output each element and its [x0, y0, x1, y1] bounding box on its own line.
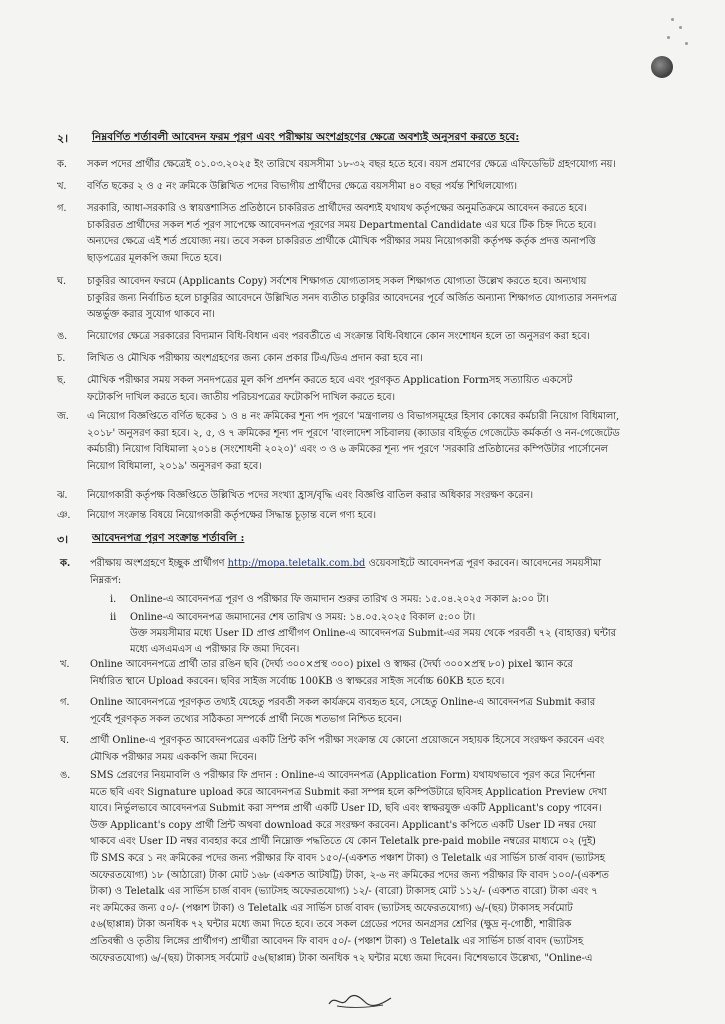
item-marker: গ. — [60, 697, 70, 708]
item-marker: খ. — [60, 659, 70, 670]
item-text-line: টাকা) ও Teletalk এর সার্ভিস চার্জ বাবদ (ভ্যাটসহ অফেরতযোগ্য) ১২/- (বারো) টাকাসহ মোট ১১২/- (একশত বারো) টাকা এবং ৭ — [90, 886, 598, 898]
item-text-line: SMS প্রেরণের নিয়মাবলি ও পরীক্ষার ফি প্রদান : Online-এ আবেদনপত্র (Application Form) যথাযথভাবে পূরণ করে নির্দেশনা — [90, 770, 596, 781]
item-text-line: অন্যদের ক্ষেত্রে এই শর্ত প্রযোজ্য নয়। তবে সকল চাকরিরত প্রার্থীকে মৌখিক পরীক্ষার সময় নিয়োগকারী কর্তৃপক্ষ কর্তৃক প্রদত্ত অনাপত্তি — [87, 236, 596, 248]
item-marker: ঘ. — [57, 276, 67, 287]
signature-image — [325, 990, 395, 1012]
mopa-website-link[interactable]: http://mopa.teletalk.com.bd — [227, 558, 366, 569]
sub-ii-marker: ii — [110, 612, 117, 623]
item-text-line: বর্ণিত ছকের ২ ও ৫ নং ক্রমিকে উল্লিখিত পদের বিভাগীয় প্রার্থীদের ক্ষেত্রে বয়সসীমা ৪০ বছর পর্যন্ত শিথিলযোগ্য। — [87, 181, 518, 192]
item-text-line: নিয়োগের ক্ষেত্রে সরকারের বিদ্যমান বিধি-বিধান এবং পরবর্তীতে এ সংক্রান্ত বিধি-বিধানে কোন সংশোধন হলে তা অনুসরণ করা হবে। — [87, 331, 590, 342]
item-text-line: মৌখিক পরীক্ষার সময় সকল সনদপত্রের মূল কপি প্রদর্শন করতে হবে এবং পূরণকৃত Application Formসহ সত্যায়িত একসেট — [87, 375, 573, 386]
item-text-line: নির্ধারিত স্থানে Upload করবেন। ছবির সাইজ সর্বোচ্চ 100KB ও স্বাক্ষরের সাইজ সর্বোচ্চ 60KB হতে হবে। — [90, 675, 505, 687]
item-text-line: নিয়োগ বিধিমালা, ২০১৯' অনুসরণ করা হবে। — [87, 460, 262, 472]
item-text-line: উক্ত Applicant's copy প্রার্থী প্রিন্ট অথবা download করে সংরক্ষণ করবেন। Applicant's কপিতে একটি User ID নম্বর দেয়া — [90, 819, 597, 831]
item-marker: ছ. — [57, 375, 67, 386]
punch-hole-mark — [651, 56, 673, 78]
scan-specks — [665, 12, 695, 52]
item-text-line: পূর্বেই পূরণকৃত সকল তথ্যের সঠিকতা সম্পর্কে প্রার্থী নিজে শতভাগ নিশ্চিত হবেন। — [90, 713, 402, 725]
section-2-heading: নিম্নবর্ণিত শর্তাবলী আবেদন ফরম পূরণ এবং পরীক্ষায় অংশগ্রহণের ক্ষেত্রে অবশ্যই অনুসরণ করতে হবে: — [92, 131, 520, 143]
sub-note-line2: মধ্যে এসএমএস এ পরীক্ষার ফি জমা দিবেন। — [130, 644, 300, 655]
item-text-line: যাবে। নির্ভুলভাবে আবেদনপত্র Submit করা সম্পন্ন প্রার্থী একটি User ID, ছবি এবং স্বাক্ষরযুক্ত একটি Applicant's copy পাবেন। — [90, 803, 602, 815]
item-text-line: টি SMS করে ১ নং ক্রমিকের পদের জন্য পরীক্ষার ফি বাবদ ১৫০/-(একশত পঞ্চাশ টাকা) ও Teletalk এর সার্ভিস চার্জ বাবদ (ভ্যাটসহ — [90, 852, 605, 864]
item-text-line: নং ক্রমিকের জন্য ৫০/- (পঞ্চাশ টাকা) ও Teletalk এর সার্ভিস চার্জ বাবদ (ভ্যাটসহ অফেরতযোগ্য) ৬/-(ছয়) টাকাসহ সর্বমোট — [90, 902, 573, 914]
item-text-line: অফেরতযোগ্য) ১৮ (আঠারো) টাকা মোট ১৬৮ (একশত আটষট্টি) টাকা, ২-৬ নং ক্রমিকের পদের জন্য পরীক্ষার ফি বাবদ ১০০/-(একশত — [90, 869, 609, 881]
item-k-text-line2: নিম্নরূপ: — [90, 574, 122, 586]
item-text-line: চাকরিরত প্রার্থীদের সকল শর্ত পূরণ সাপেক্ষে আবেদনপত্র পূরণের সময় Departmental Candidate এর ঘরে টিক চিহ্ন দিতে হবে। — [87, 219, 597, 231]
item-text-line: মৌখিক পরীক্ষার সময় এককপি জমা দিবেন। — [90, 751, 257, 763]
section-3-number: ৩। — [57, 533, 69, 546]
item-marker: ক. — [60, 558, 71, 569]
sub-i-text: Online-এ আবেদনপত্র পূরণ ও পরীক্ষার ফি জমাদান শুরুর তারিখ ও সময়: ১৫.০৪.২০২৫ সকাল ৯:০০ টা। — [130, 594, 549, 605]
item-text-line: প্রার্থী Online-এ পূরণকৃত আবেদনপত্রের একটি প্রিন্ট কপি পরীক্ষা সংক্রান্ত যে কোনো প্রয়োজনে সহায়ক হিসেবে সংরক্ষণ করবেন এবং — [90, 735, 605, 746]
item-marker: গ. — [57, 203, 67, 214]
item-text-line: Online আবেদনপত্রে পূরণকৃত তথ্যই যেহেতু পরবর্তী সকল কার্যক্রমে ব্যবহৃত হবে, সেহেতু Online-এ আবেদনপত্র Submit করার — [90, 697, 596, 708]
item-text-line: চাকুরির আবেদন ফরমে (Applicants Copy) সর্বশেষ শিক্ষাগত যোগ্যতাসহ সকল শিক্ষাগত যোগ্যতা উল্লেখ করতে হবে। অন্যথায় — [87, 276, 587, 287]
item-text-line: মতে ছবি এবং Signature upload করে আবেদনপত্র Submit করা সম্পন্ন হলে কম্পিউটারে ছবিসহ Application Preview দেখা — [90, 786, 607, 798]
item-text-line: নিয়োগ সংক্রান্ত বিষয়ে নিয়োগকারী কর্তৃপক্ষের সিদ্ধান্ত চূড়ান্ত বলে গণ্য হবে। — [87, 510, 376, 521]
item-marker: জ. — [57, 411, 69, 422]
section-3-heading: আবেদনপত্র পূরণ সংক্রান্ত শর্তাবলি : — [92, 532, 245, 544]
section-2-number: ২। — [57, 132, 69, 145]
sub-ii-text: Online-এ আবেদনপত্র জমাদানের শেষ তারিখ ও সময়: ১৪.০৫.২০২৫ বিকাল ৫:০০ টা। — [130, 612, 476, 623]
item-marker: ঘ. — [60, 735, 70, 746]
item-text-line: সরকারি, আধা-সরকারি ও স্বায়ত্তশাসিত প্রতিষ্ঠানে চাকরিরত প্রার্থীদের অবশ্যই যথাযথ কর্তৃপক্ষের অনুমতিক্রমে আবেদন করতে হবে। — [87, 203, 587, 214]
item-text-line: নিয়োগকারী কর্তৃপক্ষ বিজ্ঞপ্তিতে উল্লিখিত পদের সংখ্যা হ্রাস/বৃদ্ধি এবং বিজ্ঞপ্তি বাতিল করার অধিকার সংরক্ষণ করেন। — [87, 490, 533, 501]
item-marker: ঙ. — [60, 770, 71, 781]
sub-note-line1: উক্ত সময়সীমার মধ্যে User ID প্রাপ্ত প্রার্থীগণ Online-এ আবেদনপত্র Submit-এর সময় থেকে পরবর্তী ৭২ (বাহাত্তর) ঘন্টার — [130, 628, 616, 639]
item-text-line: সকল পদের প্রার্থীর ক্ষেত্রেই ০১.০৩.২০২৫ ইং তারিখে বয়সসীমা ১৮-৩২ বছর হতে হবে। বয়স প্রমাণের ক্ষেত্রে এফিডেভিট গ্রহণযোগ্য নয়। — [87, 159, 616, 170]
item-text-line: অন্তর্ভুক্ত করার সুযোগ থাকবে না। — [87, 309, 215, 321]
item-text-line: চাকুরির জন্য নির্বাচিত হলে চাকুরির আবেদনে উল্লিখিত সনদ ব্যতীত চাকুরির আবেদনের পূর্বে অর্জিত অন্যান্য শিক্ষাগত যোগ্যতার সনদপত্র — [87, 292, 617, 304]
item-text-line: অফেরতযোগ্য) ৬/-(ছয়) টাকাসহ সর্বমোট ৫৬(ছাপ্পান্ন) টাকা অনধিক ৭২ ঘন্টার মধ্যে জমা দিবেন। বিশেষভাবে উল্লেখ্য, "Online-এ — [90, 952, 593, 964]
item-text-line: এ নিয়োগ বিজ্ঞপ্তিতে বর্ণিত ছকের ১ ও ৪ নং ক্রমিকের শূন্য পদ পূরণে 'মন্ত্রণালয় ও বিভাগসমূহের হিসাব কোষের কর্মচারী নিয়োগ বিধিমালা, — [87, 411, 620, 422]
item-text-line: ফটোকপি দাখিল করতে হবে। জাতীয় পরিচয়পত্রের ফটোকপি দাখিল করতে হবে। — [87, 391, 395, 403]
item-k-subpoints — [110, 592, 690, 658]
item-text-line: ছাড়পত্রের মূলকপি জমা দিতে হবে। — [87, 252, 222, 264]
item-text-line: ৫৬(ছাপ্পান্ন) টাকা অনধিক ৭২ ঘন্টার মধ্যে জমা দিতে হবে। তবে সকল গ্রেডের পদের অনগ্রসর শ্রেণির (ক্ষুদ্র নৃ-গোষ্ঠী, শারীরিক — [90, 919, 572, 931]
item-k-text-post: ওয়েবসাইটে আবেদনপত্র পূরণ করবেন। আবেদনের সময়সীমা — [368, 558, 602, 569]
item-text-line: প্রতিবন্ধী ও তৃতীয় লিঙ্গের প্রার্থীগণ) প্রার্থীরা আবেদন ফি বাবদ ৫০/- (পঞ্চাশ টাকা) ও Teletalk এর সার্ভিস চার্জ বাবদ (ভ্যাটসহ — [90, 935, 584, 947]
item-text-line: কর্মচারী) নিয়োগ বিধিমালা ২০১৪ (সংশোধনী ২০২০)' এবং ৩ ও ৬ ক্রমিকের শূন্য পদ পূরণে 'সরকারি প্রতিষ্ঠানের কম্পিউটার পার্সোনেল — [87, 444, 608, 456]
item-marker: ঙ. — [57, 331, 68, 342]
sub-i-marker: i. — [110, 594, 117, 605]
item-marker: ঝ. — [57, 490, 68, 501]
item-marker: ঞ. — [57, 510, 71, 521]
item-marker: চ. — [57, 353, 66, 364]
item-marker: খ. — [57, 181, 67, 192]
item-text-line: ২০১৮' অনুসরণ করা হবে। ২, ৫, ও ৭ ক্রমিকের শূন্য পদ পূরণে 'বাংলাদেশ সচিবালয় (ক্যাডার বহির্ভূত গেজেটেড কর্মকর্তা ও নন-গেজেটেড — [87, 427, 620, 439]
item-marker: ক. — [57, 159, 67, 170]
item-k-text-pre: পরীক্ষায় অংশগ্রহণে ইচ্ছুক প্রার্থীগণ — [90, 558, 225, 569]
item-text-line: থাকবে এবং User ID নম্বর ব্যবহার করে প্রার্থী নিম্নোক্ত পদ্ধতিতে যে কোন Teletalk pre-paid mobile নম্বরের মাধ্যমে ০২ (দুই) — [90, 836, 596, 848]
item-text-line: Online আবেদনপত্রে প্রার্থী তার রঙিন ছবি (দৈর্ঘ্য ৩০০×প্রস্থ ৩০০) pixel ও স্বাক্ষর (দৈর্ঘ্য ৩০০×প্রস্থ ৮০) pixel স্ক্যান করে — [90, 659, 573, 670]
item-text-line: লিখিত ও মৌখিক পরীক্ষায় অংশগ্রহণের জন্য কোন প্রকার টিএ/ডিএ প্রদান করা হবে না। — [87, 353, 423, 364]
